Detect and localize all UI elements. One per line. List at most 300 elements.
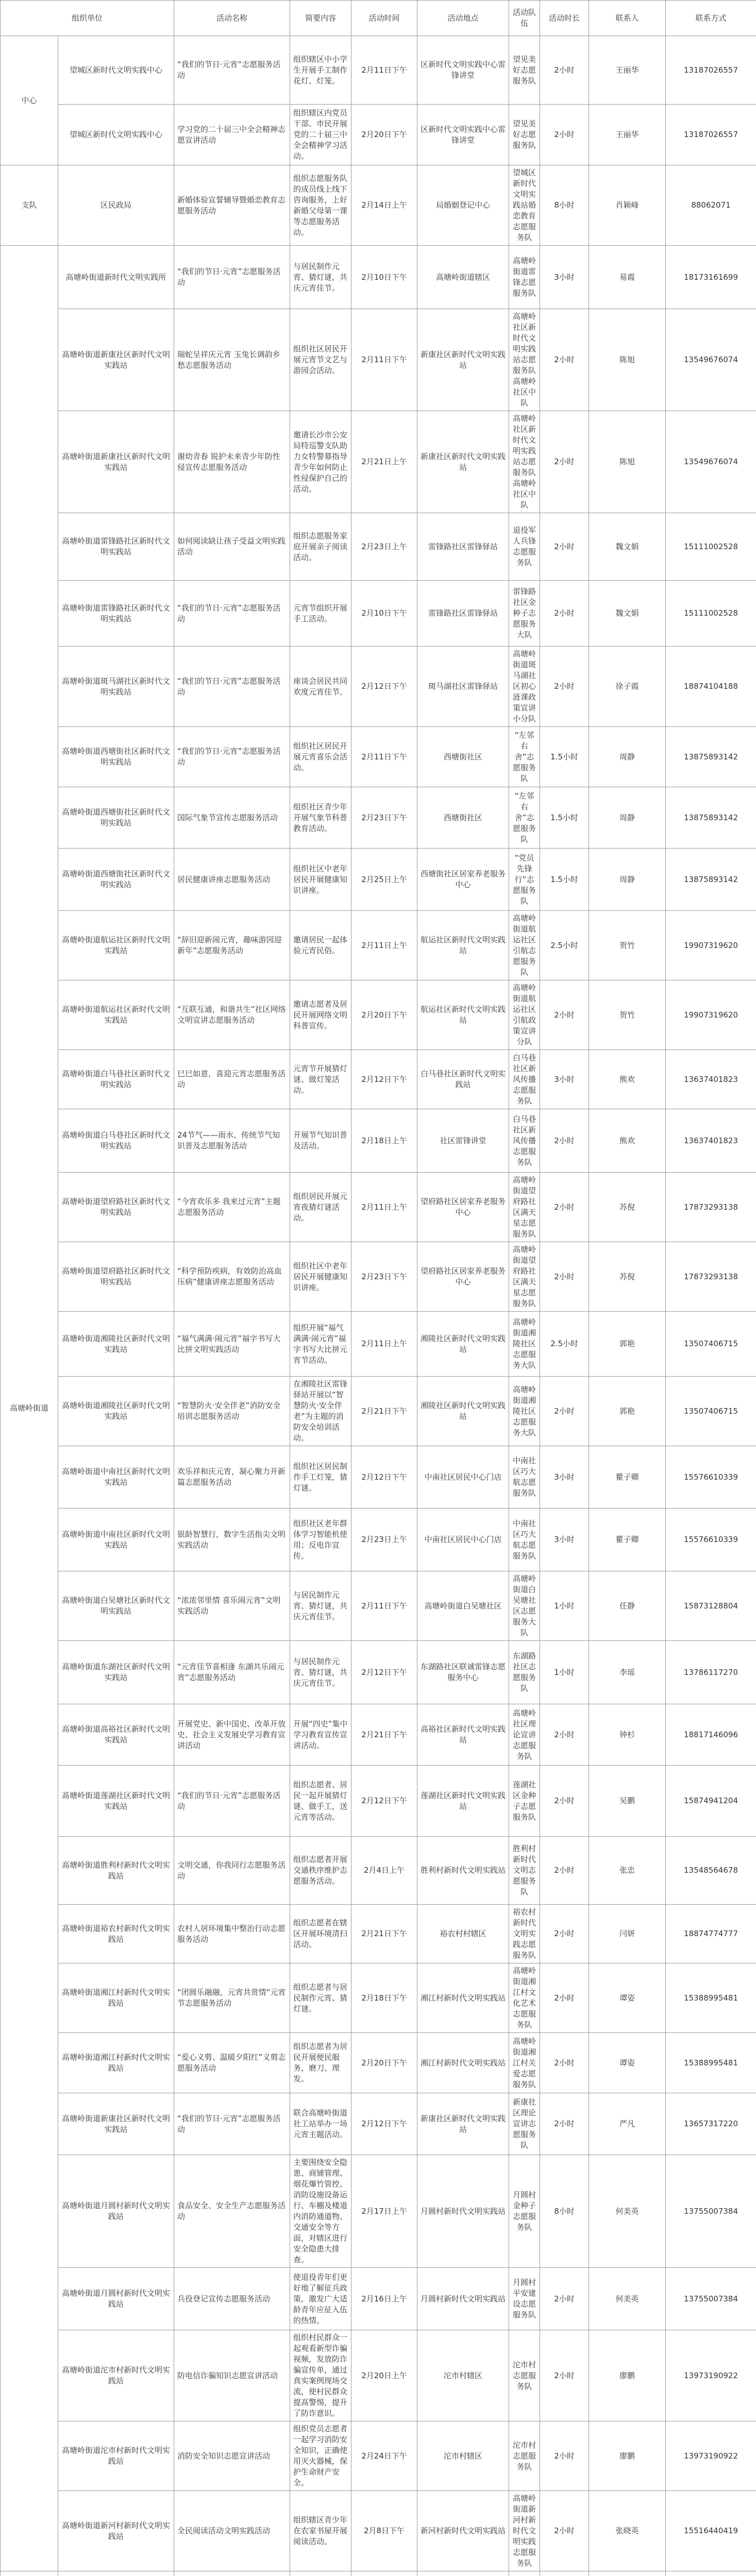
activity-summary: 组织志愿者在辖区开展环境清扫活动。 xyxy=(290,1905,351,1963)
table-row xyxy=(1,911,756,980)
activity-summary: 组织社区居民制作手工灯笼，猜灯谜。 xyxy=(290,1446,351,1509)
contact-person: 谭姿 xyxy=(589,1963,666,2033)
org-unit-cell: 高塘岭街道东湖社区新时代文明实践站 xyxy=(58,1641,174,1704)
activity-name: “我们的节日·元宵”志愿服务活动 xyxy=(174,36,290,105)
org-unit-cell: 高塘岭街道湘江村新时代文明实践站 xyxy=(58,2033,174,2093)
activity-name: “我们的节日·元宵”志愿服务活动 xyxy=(174,727,290,787)
activity-summary: 组织辖区中小学生开展手工制作花灯、灯笼。 xyxy=(290,36,351,105)
activity-team: 高塘岭社区新时代文明实践站志愿服务队高塘岭社区中队 xyxy=(509,309,540,411)
activity-place: 望府路社区居家养老服务中心 xyxy=(417,1173,509,1242)
table-row xyxy=(1,2330,756,2421)
activity-summary: 组织志愿服务家庭开展亲子阅读活动。 xyxy=(290,513,351,581)
activity-duration: 2小时 xyxy=(540,581,589,647)
activity-time: 2月14日上午 xyxy=(351,165,417,246)
activity-duration: 2小时 xyxy=(540,36,589,105)
table-row xyxy=(1,309,756,411)
activity-duration: 2小时 xyxy=(540,2421,589,2491)
activity-summary: 组织社区中老年居民开展健康知识讲座。 xyxy=(290,1242,351,1312)
org-unit-cell: 高塘岭街道莲湖社区新时代文明实践站 xyxy=(58,1766,174,1837)
table-row xyxy=(1,1109,756,1173)
activity-team: 高塘岭街道湘江村文化艺术志愿服务队 xyxy=(509,1963,540,2033)
contact-phone: 13187026557 xyxy=(666,36,756,105)
activity-summary: 与居民制作元宵、猜灯谜，共庆元宵佳节。 xyxy=(290,1571,351,1641)
activity-time: 2月20日上午 xyxy=(351,2330,417,2421)
activity-summary: 组织志愿者开展交通秩序维护志愿服务活动。 xyxy=(290,1837,351,1905)
activity-team: 白马巷社区新风传播志愿服务队 xyxy=(509,1109,540,1173)
activity-place: 局婚姻登记中心 xyxy=(417,165,509,246)
activity-place: 白马巷社区新时代文明实践站 xyxy=(417,1050,509,1109)
activity-place: 月圆村新时代文明实践站 xyxy=(417,2155,509,2268)
activity-time: 2月21日下午 xyxy=(351,1377,417,1446)
activity-summary: 与居民制作元宵、猜灯谜，共庆元宵佳节。 xyxy=(290,246,351,309)
table-row xyxy=(1,1766,756,1837)
activity-summary: 开展节气知识普及活动。 xyxy=(290,1109,351,1173)
activity-duration: 2小时 xyxy=(540,1837,589,1905)
activity-name: “互联互通，和谐共生”社区网络文明宣讲志愿服务活动 xyxy=(174,980,290,1050)
activity-duration: 2小时 xyxy=(540,2033,589,2093)
org-unit-cell xyxy=(1,2571,58,2576)
activity-place: 新康社区新时代文明实践站 xyxy=(417,411,509,513)
activity-duration: 3小时 xyxy=(540,1509,589,1571)
org-unit-cell: 高塘岭街道湘江村新时代文明实践站 xyxy=(58,1963,174,2033)
activity-duration: 2.5小时 xyxy=(540,1312,589,1377)
table-row xyxy=(1,1242,756,1312)
contact-phone: 13657317220 xyxy=(666,2093,756,2155)
activity-time: 2月25日上午 xyxy=(351,849,417,911)
contact-person: 陈旭 xyxy=(589,309,666,411)
activity-time: 2月10日下午 xyxy=(351,246,417,309)
activity-team: 新康社区理论宣讲志愿服务队 xyxy=(509,2093,540,2155)
activity-team: 高塘岭社区理论宣讲志愿服务队 xyxy=(509,1704,540,1766)
activity-place: 湘江村新时代文明实践站 xyxy=(417,2033,509,2093)
table-row xyxy=(1,105,756,165)
org-unit-cell: 望城区新时代文明实践中心 xyxy=(58,105,174,165)
org-unit-cell: 高塘岭街道新时代文明实践所 xyxy=(58,246,174,309)
contact-phone: 19907319620 xyxy=(666,980,756,1050)
activity-team: 高塘岭街道航运社区引航政策宣讲分队 xyxy=(509,980,540,1050)
header-phone: 联系方式 xyxy=(666,1,756,36)
activity-place: 新河村新时代文明实践站 xyxy=(417,2491,509,2571)
activity-summary: 邀请志愿者及居民开展网络文明科普宣传。 xyxy=(290,980,351,1050)
contact-person: 瞿子卿 xyxy=(589,1446,666,1509)
activity-place xyxy=(351,2571,417,2576)
contact-phone: 18817146096 xyxy=(666,1704,756,1766)
table-row xyxy=(1,647,756,727)
contact-phone: 18173161699 xyxy=(666,246,756,309)
org-unit-cell: 高塘岭街道裕农村新时代文明实践站 xyxy=(58,1905,174,1963)
contact-person: 张忠 xyxy=(589,1837,666,1905)
contact-person: 谭姿 xyxy=(589,2033,666,2093)
activity-summary: 与居民制作元宵、猜灯谜，共庆元宵佳节。 xyxy=(290,1641,351,1704)
activity-duration: 2小时 xyxy=(540,1963,589,2033)
activity-time: 2月23日上午 xyxy=(351,513,417,581)
table-row xyxy=(1,2571,756,2576)
activity-time: 2月21日上午 xyxy=(351,411,417,513)
org-unit-cell: 高塘岭街道新康社区新时代文明实践站 xyxy=(58,411,174,513)
table-row xyxy=(1,2421,756,2491)
org-unit-cell: 高塘岭街道望府路社区新时代文明实践站 xyxy=(58,1173,174,1242)
contact-person: 任静 xyxy=(589,1571,666,1641)
activity-time: 2月16日上午 xyxy=(351,2268,417,2330)
contact-phone: 13755007384 xyxy=(666,2155,756,2268)
contact-phone: 15388995481 xyxy=(666,1963,756,2033)
contact-person: 张晓英 xyxy=(589,2491,666,2571)
table-row xyxy=(1,246,756,309)
org-unit-cell: 高塘岭街道西塘街社区新时代文明实践站 xyxy=(58,849,174,911)
activity-place: 望府路社区居家养老服务中心 xyxy=(417,1242,509,1312)
contact-phone: 15516440419 xyxy=(666,2491,756,2571)
activity-summary: 组织社区老年群体学习智能机使用；反电诈宣传。 xyxy=(290,1509,351,1571)
activity-team: 白马巷社区新风传播志愿服务队 xyxy=(509,1050,540,1109)
activity-time: 2月21日下午 xyxy=(351,1905,417,1963)
contact-phone: 13875893142 xyxy=(666,727,756,787)
org-unit-cell: 高塘岭街道雷锋路社区新时代文明实践站 xyxy=(58,581,174,647)
activity-summary: 元宵节组织开展手工活动。 xyxy=(290,581,351,647)
activity-place: 区新时代文明实践中心雷锋讲堂 xyxy=(417,105,509,165)
activity-team: 高塘岭街道湘陵社区志愿服务大队 xyxy=(509,1312,540,1377)
activity-place: 区新时代文明实践中心雷锋讲堂 xyxy=(417,36,509,105)
activity-place: 裕农村村辖区 xyxy=(417,1905,509,1963)
activity-team: 高塘岭街道雷锋志愿服务队 xyxy=(509,246,540,309)
contact-phone xyxy=(589,2571,666,2576)
activity-summary: 组织社区青少年开展气象节科普教育活动。 xyxy=(290,787,351,849)
activity-place: 东湖路社区联诚雷锋志愿服务中心 xyxy=(417,1641,509,1704)
activity-name: 防电信诈骗知识志愿宣讲活动 xyxy=(174,2330,290,2421)
header-row xyxy=(1,1,756,36)
activity-name: 全民阅读活动文明实践活动 xyxy=(174,2491,290,2571)
activity-place: 湘陵社区新时代文明实践站 xyxy=(417,1312,509,1377)
activity-place: 新康社区新时代文明实践站 xyxy=(417,2093,509,2155)
activity-duration: 2小时 xyxy=(540,2491,589,2571)
activity-time: 2月11日下午 xyxy=(351,727,417,787)
activity-summary: 组织社区中老年居民开展健康知识讲座。 xyxy=(290,849,351,911)
org-unit-cell: 高塘岭街道新康社区新时代文明实践站 xyxy=(58,2093,174,2155)
contact-person: 钟杉 xyxy=(589,1704,666,1766)
activity-team: 中南社区巧大航志愿服务队 xyxy=(509,1509,540,1571)
activity-name: “我们的节日·元宵”志愿服务活动 xyxy=(174,581,290,647)
activity-summary: 使退役青年们更好地了解征兵政策，激发广大适龄青年应征入伍的热情。 xyxy=(290,2268,351,2330)
activity-name: 国际气象节宣传志愿服务活动 xyxy=(174,787,290,849)
table-row xyxy=(1,787,756,849)
org-unit-cell: 高塘岭街道新康社区新时代文明实践站 xyxy=(58,309,174,411)
activity-place: 中南社区居民中心门店 xyxy=(417,1446,509,1509)
contact-person: 郭艳 xyxy=(589,1377,666,1446)
contact-phone: 13637401823 xyxy=(666,1109,756,1173)
activity-duration: 1小时 xyxy=(540,1571,589,1641)
activity-summary: 组织志愿者、居民一起开展猜灯谜、做手工，送元宵等活动。 xyxy=(290,1766,351,1837)
activity-name: “团圆乐融融，元宵共赏情”元宵节志愿服务活动 xyxy=(174,1963,290,2033)
activity-time: 2月8日下午 xyxy=(351,2491,417,2571)
org-unit-cell: 高塘岭街道望府路社区新时代文明实践站 xyxy=(58,1242,174,1312)
activity-duration: 2小时 xyxy=(540,411,589,513)
table-row xyxy=(1,1571,756,1641)
contact-person: 徐子霞 xyxy=(589,647,666,727)
activity-summary: 组织开展“福气满满·闹元宵”福字书写大比拼元宵节活动。 xyxy=(290,1312,351,1377)
activity-name: 食品安全、安全生产志愿服务活动 xyxy=(174,2155,290,2268)
header-contact: 联系人 xyxy=(589,1,666,36)
activity-place: 雷锋路社区雷锋驿站 xyxy=(417,513,509,581)
contact-phone: 13187026557 xyxy=(666,105,756,165)
contact-phone: 13973190922 xyxy=(666,2421,756,2491)
activity-name: “科学预防疾病，有效防治高血压病”健康讲座志愿服务活动 xyxy=(174,1242,290,1312)
activity-team: “党员先锋行”志愿服务队 xyxy=(509,849,540,911)
activity-duration: 2小时 xyxy=(540,513,589,581)
activity-summary: 组织社区居民开展元宵节文艺与游园会活动。 xyxy=(290,309,351,411)
activity-summary: 在湘陵社区雷锋驿站开展以“智慧防火·安全伴老”为主题的消防安全培训活动。 xyxy=(290,1377,351,1446)
contact-person: 熊欢 xyxy=(589,1109,666,1173)
table-row xyxy=(1,513,756,581)
activity-team: 莲湖社区金种子志愿服务队 xyxy=(509,1766,540,1837)
activity-summary: 组织辖区青少年在农家书屋开展阅读活动。 xyxy=(290,2491,351,2571)
table-row xyxy=(1,1377,756,1446)
org-unit-cell: 高塘岭街道沱市村新时代文明实践站 xyxy=(58,2421,174,2491)
table-row xyxy=(1,1641,756,1704)
activity-summary: 主要围绕安全隐患、商铺管理、烟花爆竹管控、消防设施设备运行、车棚及楼道内消防通道物、交通安全等方面，对辖区进行安全隐患大排查。 xyxy=(290,2155,351,2268)
activity-place: 雷锋路社区雷锋驿站 xyxy=(417,581,509,647)
contact-person: 贺竹 xyxy=(589,980,666,1050)
org-unit-cell: 高塘岭街道月圆村新时代文明实践站 xyxy=(58,2268,174,2330)
activity-place: 沱市村辖区 xyxy=(417,2330,509,2421)
contact-phone: 13507406715 xyxy=(666,1377,756,1446)
contact-phone: 17873293138 xyxy=(666,1242,756,1312)
activity-place: 沱市村辖区 xyxy=(417,2421,509,2491)
activity-team: 雷锋路社区金种子志愿服务大队 xyxy=(509,581,540,647)
contact-phone: 13507406715 xyxy=(666,1312,756,1377)
org-unit-cell: 高塘岭街道中南社区新时代文明实践站 xyxy=(58,1446,174,1509)
contact-phone: 15576610339 xyxy=(666,1446,756,1509)
activity-place: 湘陵社区新时代文明实践站 xyxy=(417,1377,509,1446)
activity-name: 如何阅读缺让孩子受益文明实践活动 xyxy=(174,513,290,581)
contact-phone: 13755007384 xyxy=(666,2268,756,2330)
contact-person: 何美英 xyxy=(589,2155,666,2268)
org-unit-cell: 区民政局 xyxy=(58,165,174,246)
activity-name: 巳巳如意，喜迎元宵志愿服务活动 xyxy=(174,1050,290,1109)
header-time: 活动时间 xyxy=(351,1,417,36)
activity-team: 高塘岭街道望府路社区满天星志愿服务队 xyxy=(509,1173,540,1242)
header-place: 活动地点 xyxy=(417,1,509,36)
table-row xyxy=(1,2268,756,2330)
org-unit-cell: 高塘岭街道西塘街社区新时代文明实践站 xyxy=(58,787,174,849)
activity-duration: 2小时 xyxy=(540,2093,589,2155)
activity-duration: 2小时 xyxy=(540,1109,589,1173)
activity-summary: 开展“四史”集中学习教育宣传宣讲活动。 xyxy=(290,1704,351,1766)
org-unit-cell: 高塘岭街道雷锋路社区新时代文明实践站 xyxy=(58,513,174,581)
header-team: 活动队伍 xyxy=(509,1,540,36)
activity-name: 开展党史、新中国史、改革开放史、社会主义发展史学习教育宣讲活动 xyxy=(174,1704,290,1766)
activity-team: 月圆村金种子志愿服务队 xyxy=(509,2155,540,2268)
activity-place: 斑马湖社区雷锋驿站 xyxy=(417,647,509,727)
activity-team: 高塘岭街道湘陵社区志愿服务大队 xyxy=(509,1377,540,1446)
table-row xyxy=(1,727,756,787)
header-summary: 简要内容 xyxy=(290,1,351,36)
activity-place: 高裕社区新时代文明实践站 xyxy=(417,1704,509,1766)
activity-team: 高塘岭街道斑马湖社区初心涟课政策宣讲小分队 xyxy=(509,647,540,727)
org-unit-cell: 高塘岭街道沱市村新时代文明实践站 xyxy=(58,2330,174,2421)
activity-time: 2月12日下午 xyxy=(351,647,417,727)
contact-person: 何美英 xyxy=(589,2268,666,2330)
table-row xyxy=(1,1173,756,1242)
org-unit-cell: 高塘岭街道斑马湖社区新时代文明实践站 xyxy=(58,647,174,727)
table-row xyxy=(1,1050,756,1109)
contact-person: 李瑶 xyxy=(589,1641,666,1704)
contact-phone: 88062071 xyxy=(666,165,756,246)
activity-duration: 8小时 xyxy=(540,165,589,246)
activity-place: 社区雷锋讲堂 xyxy=(417,1109,509,1173)
table-row xyxy=(1,581,756,647)
org-unit-cell: 高塘岭街道白吴塘社区新时代文明实践站 xyxy=(58,1571,174,1641)
activity-name: “辞旧迎新闹元宵，趣味游园迎新年”志愿服务活动 xyxy=(174,911,290,980)
activity-time: 2月12日下午 xyxy=(351,2093,417,2155)
activity-summary: 元宵节开展猜灯谜、做灯笼活动。 xyxy=(290,1050,351,1109)
activity-team: 沱市村志愿服务队 xyxy=(509,2421,540,2491)
table-row xyxy=(1,36,756,105)
activity-place: 莲湖社区新时代文明实践站 xyxy=(417,1766,509,1837)
activity-name xyxy=(58,2571,174,2576)
activity-team: 东湖路社区志愿服务队 xyxy=(509,1641,540,1704)
contact-person: 廖鹏 xyxy=(589,2330,666,2421)
activity-place: 西塘街社区居家养老服务中心 xyxy=(417,849,509,911)
activity-time: 2月23日下午 xyxy=(351,787,417,849)
contact-phone: 13549676074 xyxy=(666,411,756,513)
activity-place: 航运社区新时代文明实践站 xyxy=(417,980,509,1050)
activity-team: 裕农村新时代文明实践志愿服务队 xyxy=(509,1905,540,1963)
activity-time: 2月11日上午 xyxy=(351,1173,417,1242)
activity-team: 中南社区巧大航志愿服务队 xyxy=(509,1446,540,1509)
table-row xyxy=(1,2093,756,2155)
contact-phone: 15576610339 xyxy=(666,1509,756,1571)
activity-place: 新康社区新时代文明实践站 xyxy=(417,309,509,411)
contact-person: 周静 xyxy=(589,787,666,849)
contact-person: 闫妍 xyxy=(589,1905,666,1963)
header-org-unit: 组织单位 xyxy=(1,1,174,36)
activity-time: 2月17日上午 xyxy=(351,2155,417,2268)
contact-person: 苏倪 xyxy=(589,1242,666,1312)
activity-name: “我们的节日·元宵”志愿服务活动 xyxy=(174,1766,290,1837)
activity-time: 2月18日下午 xyxy=(351,1963,417,2033)
org-group-cell: 高塘岭街道 xyxy=(1,246,58,2571)
contact-phone: 13875893142 xyxy=(666,849,756,911)
table-row xyxy=(1,2033,756,2093)
activity-duration: 2小时 xyxy=(540,2268,589,2330)
contact-phone: 15111002528 xyxy=(666,581,756,647)
activity-duration: 2小时 xyxy=(540,1766,589,1837)
activity-summary: 邀请居民一起体验元宵民俗。 xyxy=(290,911,351,980)
activity-duration: 2小时 xyxy=(540,309,589,411)
activity-duration: 2小时 xyxy=(540,1173,589,1242)
activity-time: 2月18日上午 xyxy=(351,1109,417,1173)
contact-phone: 18874774777 xyxy=(666,1905,756,1963)
activity-summary: 组织村民群众一起观看新型诈骗视频，发放防诈骗宣传单，通过真实案例现场交流，使村民群众提高警惕，提升了防诈意识。 xyxy=(290,2330,351,2421)
activity-name: “我们的节日·元宵”志愿服务活动 xyxy=(174,647,290,727)
org-unit-cell: 高塘岭街道湘陵社区新时代文明实践站 xyxy=(58,1377,174,1446)
org-unit-cell: 高塘岭街道新河村新时代文明实践站 xyxy=(58,2491,174,2571)
activity-time: 2月12日下午 xyxy=(351,1050,417,1109)
activity-team: 高塘岭街道湘江村关爱志愿服务队 xyxy=(509,2033,540,2093)
activity-time: 2月20日下午 xyxy=(351,105,417,165)
org-group-cell: 中心 xyxy=(1,36,58,165)
table-row xyxy=(1,1312,756,1377)
table-row xyxy=(1,849,756,911)
contact-person: 陈旭 xyxy=(589,411,666,513)
activity-name: 银龄智慧行，数字生活指尖文明实践活动 xyxy=(174,1509,290,1571)
contact-phone: 13548564678 xyxy=(666,1837,756,1905)
contact-person xyxy=(540,2571,589,2576)
activity-duration: 2小时 xyxy=(540,647,589,727)
contact-person: 王丽华 xyxy=(589,36,666,105)
org-unit-cell: 高塘岭街道白马巷社区新时代文明实践站 xyxy=(58,1109,174,1173)
contact-phone: 13973190922 xyxy=(666,2330,756,2421)
activity-name: “我们的节日·元宵”志愿服务活动 xyxy=(174,2093,290,2155)
activity-name: 文明交通，你我同行志愿服务活动 xyxy=(174,1837,290,1905)
contact-person: 周静 xyxy=(589,727,666,787)
activity-summary: 组织志愿者为居民开展便民服务，磨刀、理发。 xyxy=(290,2033,351,2093)
contact-phone: 18874104188 xyxy=(666,647,756,727)
activity-duration: 2小时 xyxy=(540,2330,589,2421)
activity-team: 高塘岭街道白吴塘社区志愿服务大队 xyxy=(509,1571,540,1641)
activity-place: 航运社区新时代文明实践站 xyxy=(417,911,509,980)
activity-time: 2月23日上午 xyxy=(351,1509,417,1571)
activity-team: 高塘岭街道新河村新时代文明实践志愿服务队 xyxy=(509,2491,540,2571)
org-unit-cell: 望城区新时代文明实践中心 xyxy=(58,36,174,105)
activity-duration: 2小时 xyxy=(540,1905,589,1963)
activity-time: 2月11日下午 xyxy=(351,36,417,105)
activity-team xyxy=(417,2571,509,2576)
org-unit-cell: 高塘岭街道胜利村新时代文明实践站 xyxy=(58,1837,174,1905)
activity-duration: 2.5小时 xyxy=(540,911,589,980)
activity-team: 退役军人兵锋志愿服务队 xyxy=(509,513,540,581)
table-row xyxy=(1,980,756,1050)
activity-name: “智慧防火·安全伴老”消防安全培训志愿服务活动 xyxy=(174,1377,290,1446)
activity-name: 瑞蛇呈祥庆元宵 玉兔长调韵乡愁志愿服务活动 xyxy=(174,309,290,411)
activity-name: 欢乐祥和庆元宵，凝心聚力开新篇志愿服务活动 xyxy=(174,1446,290,1509)
org-unit-cell: 高塘岭街道航运社区新时代文明实践站 xyxy=(58,980,174,1050)
activity-time: 2月24日下午 xyxy=(351,2421,417,2491)
activity-time: 2月10日下午 xyxy=(351,581,417,647)
table-row xyxy=(1,1509,756,1571)
contact-phone: 13549676074 xyxy=(666,309,756,411)
activity-time: 2月11日下午 xyxy=(351,1571,417,1641)
table-row xyxy=(1,411,756,513)
contact-phone: 15873128804 xyxy=(666,1571,756,1641)
activity-place: 湘江村新时代文明实践站 xyxy=(417,1963,509,2033)
activity-team: 胜利村新时代文明志愿服务队 xyxy=(509,1837,540,1905)
activity-duration: 2小时 xyxy=(540,1377,589,1446)
table-row xyxy=(1,165,756,246)
header-duration: 活动时长 xyxy=(540,1,589,36)
contact-person: 严凡 xyxy=(589,2093,666,2155)
activity-place: 胜利村新时代文明实践站 xyxy=(417,1837,509,1905)
contact-person: 王丽华 xyxy=(589,105,666,165)
org-unit-cell: 高塘岭街道月圆村新时代文明实践站 xyxy=(58,2155,174,2268)
activity-team: 望城区新时代文明实践站婚恋教育志愿服务队 xyxy=(509,165,540,246)
contact-person: 魏文娟 xyxy=(589,581,666,647)
activity-time: 2月23日下午 xyxy=(351,1242,417,1312)
contact-person: 郭艳 xyxy=(589,1312,666,1377)
contact-person: 苏倪 xyxy=(589,1173,666,1242)
contact-person: 熊欢 xyxy=(589,1050,666,1109)
activity-duration: 3小时 xyxy=(540,246,589,309)
activity-time: 2月12日下午 xyxy=(351,1641,417,1704)
table-row xyxy=(1,2155,756,2268)
org-group-cell: 支队 xyxy=(1,165,58,246)
activity-name: 消防安全知识志愿宣讲活动 xyxy=(174,2421,290,2491)
activity-name: 24节气——雨水、传统节气知识普及志愿服务活动 xyxy=(174,1109,290,1173)
activity-time: 2月12日下午 xyxy=(351,1446,417,1509)
activity-name: “我们的节日·元宵”志愿服务活动 xyxy=(174,246,290,309)
org-unit-cell: 高塘岭街道西塘街社区新时代文明实践站 xyxy=(58,727,174,787)
header-activity-name: 活动名称 xyxy=(174,1,290,36)
activity-place: 西塘街社区 xyxy=(417,727,509,787)
